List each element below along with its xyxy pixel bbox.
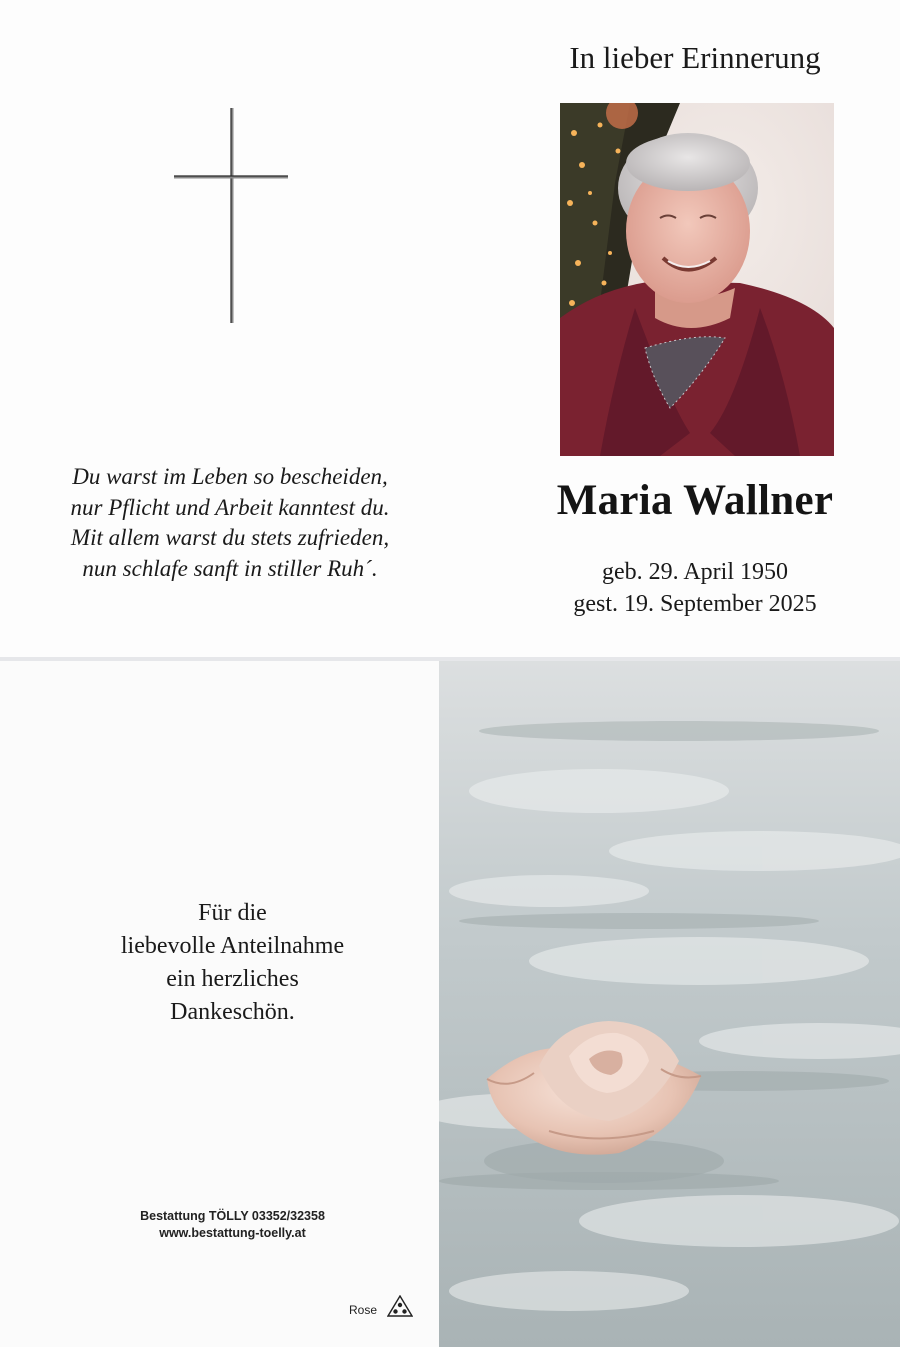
thanks-line: liebevolle Anteilnahme — [120, 933, 345, 959]
undertaker-name-phone: Bestattung TÖLLY 03352/32358 — [140, 1209, 325, 1223]
deceased-name: Maria Wallner — [556, 477, 834, 524]
thank-you-message — [60, 897, 405, 1029]
poem-line: nun schlafe sanft in stiller Ruh´. — [82, 555, 378, 581]
death-date: gest. 19. September 2025 — [573, 591, 817, 617]
poem-line: Mit allem warst du stets zufrieden, — [70, 525, 390, 550]
life-dates — [520, 556, 870, 620]
thanks-line: ein herzliches — [166, 966, 299, 992]
image-credit: Rose — [349, 1303, 378, 1317]
rose-on-water-image — [439, 661, 900, 1347]
cross-icon — [170, 108, 290, 323]
thanks-line: Dankeschön. — [170, 999, 295, 1025]
undertaker-info — [90, 1208, 375, 1242]
portrait-photo — [560, 103, 834, 456]
undertaker-website: www.bestattung-toelly.at — [159, 1226, 306, 1240]
publisher-logo-icon — [387, 1295, 413, 1317]
thanks-line: Für die — [198, 900, 267, 926]
birth-date: geb. 29. April 1950 — [602, 559, 788, 585]
memorial-poem — [20, 462, 440, 584]
poem-line: Du warst im Leben so bescheiden, — [72, 464, 388, 489]
poem-line: nur Pflicht und Arbeit kanntest du. — [70, 494, 390, 520]
memorial-heading: In lieber Erinnerung — [569, 40, 821, 75]
